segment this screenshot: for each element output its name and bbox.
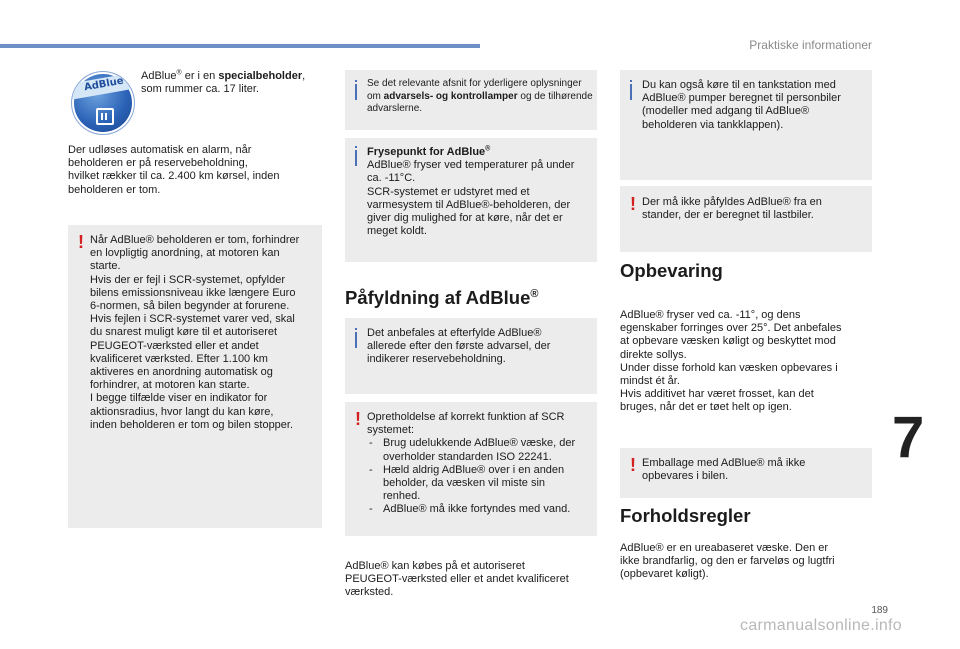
info-icon (630, 84, 634, 100)
list-item: - Brug udelukkende AdBlue® væske, der overholder standarden ISO 22241. (367, 437, 595, 463)
warning-icon: ! (630, 455, 636, 475)
scr-requirements-list (367, 437, 595, 516)
badge-label: AdBlue (83, 75, 125, 94)
intro-text: AdBlue® er i en specialbeholder, som rummer ca. 17 liter. (141, 69, 306, 96)
buy-paragraph: AdBlue® kan købes på et autoriseret PEUGEOT-værksted eller et andet kvalificeret værksted. (345, 560, 569, 599)
info-box-refill-advice: Det anbefales at efterfylde AdBlue® allerede efter den første advarsel, der indikerer reservebeholdning. (345, 318, 597, 394)
info-box-gas-station: Du kan også køre til en tankstation med AdBlue® pumper beregnet til personbiler (modeller med adgang til AdBlue® beholderen via tankklappen). (620, 70, 872, 180)
warning-box-truck-pump: ! Der må ikke påfyldes AdBlue® fra en stander, der er beregnet til lastbiler. (620, 186, 872, 252)
list-item: - AdBlue® må ikke fortyndes med vand. (367, 503, 595, 516)
alarm-paragraph: Der udløses automatisk en alarm, når beholderen er på reservebeholdning, hvilket rækker til ca. 2.400 km kørsel, inden beholderen er tom. (68, 144, 280, 196)
info-box-freeze-point: Frysepunkt for AdBlue® AdBlue® fryser ved temperaturer på under ca. -11°C. SCR-systemet er udstyret med et varmesystem til AdBlue®-beholderen, der giver dig mulighed for at køre, når det er meget koldt. (345, 138, 597, 262)
warning-box-packaging: ! Emballage med AdBlue® må ikke opbevares i bilen. (620, 448, 872, 498)
warning-icon: ! (630, 194, 636, 214)
list-item: - Hæld aldrig AdBlue® over i en anden beholder, da væsken vil miste sin renhed. (367, 464, 595, 504)
warning-box-empty-tank: ! Når AdBlue® beholderen er tom, forhindrer en lovpligtig anordning, at motoren kan starte. Hvis der er fejl i SCR-systemet, opfylder bilens emissionsniveau ikke længere Euro 6-normen, så bilen begynder at forurene. Hvis fejlen i SCR-systemet varer ved, skal du snarest muligt køre til et autoriseret PEUGEOT-værksted eller et andet kvalificeret værksted. Efter 1.100 km aktiveres en anordning automatisk og forhindrer, at motoren kan starte. I begge tilfælde viser en indikator for aktionsradius, hvor langt du kan køre, inden beholderen er tom og bilen stopper. (68, 225, 322, 528)
warning-icon: ! (355, 409, 361, 429)
heading-storage: Opbevaring (620, 260, 723, 281)
chapter-number: 7 (892, 405, 925, 470)
storage-paragraph: AdBlue® fryser ved ca. -11°, og dens egenskaber forringes over 25°. Det anbefales at opbevare væsken køligt og beskyttet mod direkte sollys. Under disse forhold kan væsken opbevares i mindst ét år. Hvis additivet har været frosset, kan det bruges, når det er tøet helt op igen. (620, 309, 842, 414)
section-title: Praktiske informationer (749, 38, 872, 52)
info-box-warning-lamps: Se det relevante afsnit for yderligere oplysninger om advarsels- og kontrollamper og de tilhørende advarslerne. (345, 70, 597, 130)
info-icon (355, 332, 359, 348)
freeze-title: Frysepunkt for AdBlue® (367, 145, 491, 158)
warning-icon: ! (78, 232, 84, 252)
page-number: 189 (871, 605, 888, 616)
heading-precautions: Forholdsregler (620, 505, 751, 526)
watermark: carmanualsonline.info (740, 617, 902, 634)
info-icon (355, 150, 359, 166)
precautions-paragraph: AdBlue® er en ureabaseret væske. Den er ikke brandfarlig, og den er farveløs og lugtfri (opbevaret køligt). (620, 542, 835, 581)
adblue-badge-icon (72, 72, 134, 134)
warning-box-scr: ! Opretholdelse af korrekt funktion af SCR systemet: - Brug udelukkende AdBlue® væske, der overholder standarden ISO 22241. - Hæld aldrig AdBlue® over i en anden beholder, da væsken vil miste sin renhed. - AdBlue® må ikke fortyndes med vand. (345, 402, 597, 536)
info-icon (355, 84, 359, 100)
heading-refill: Påfyldning af AdBlue® (345, 287, 539, 308)
top-accent-bar (0, 44, 480, 48)
fuel-pump-icon (96, 108, 114, 125)
